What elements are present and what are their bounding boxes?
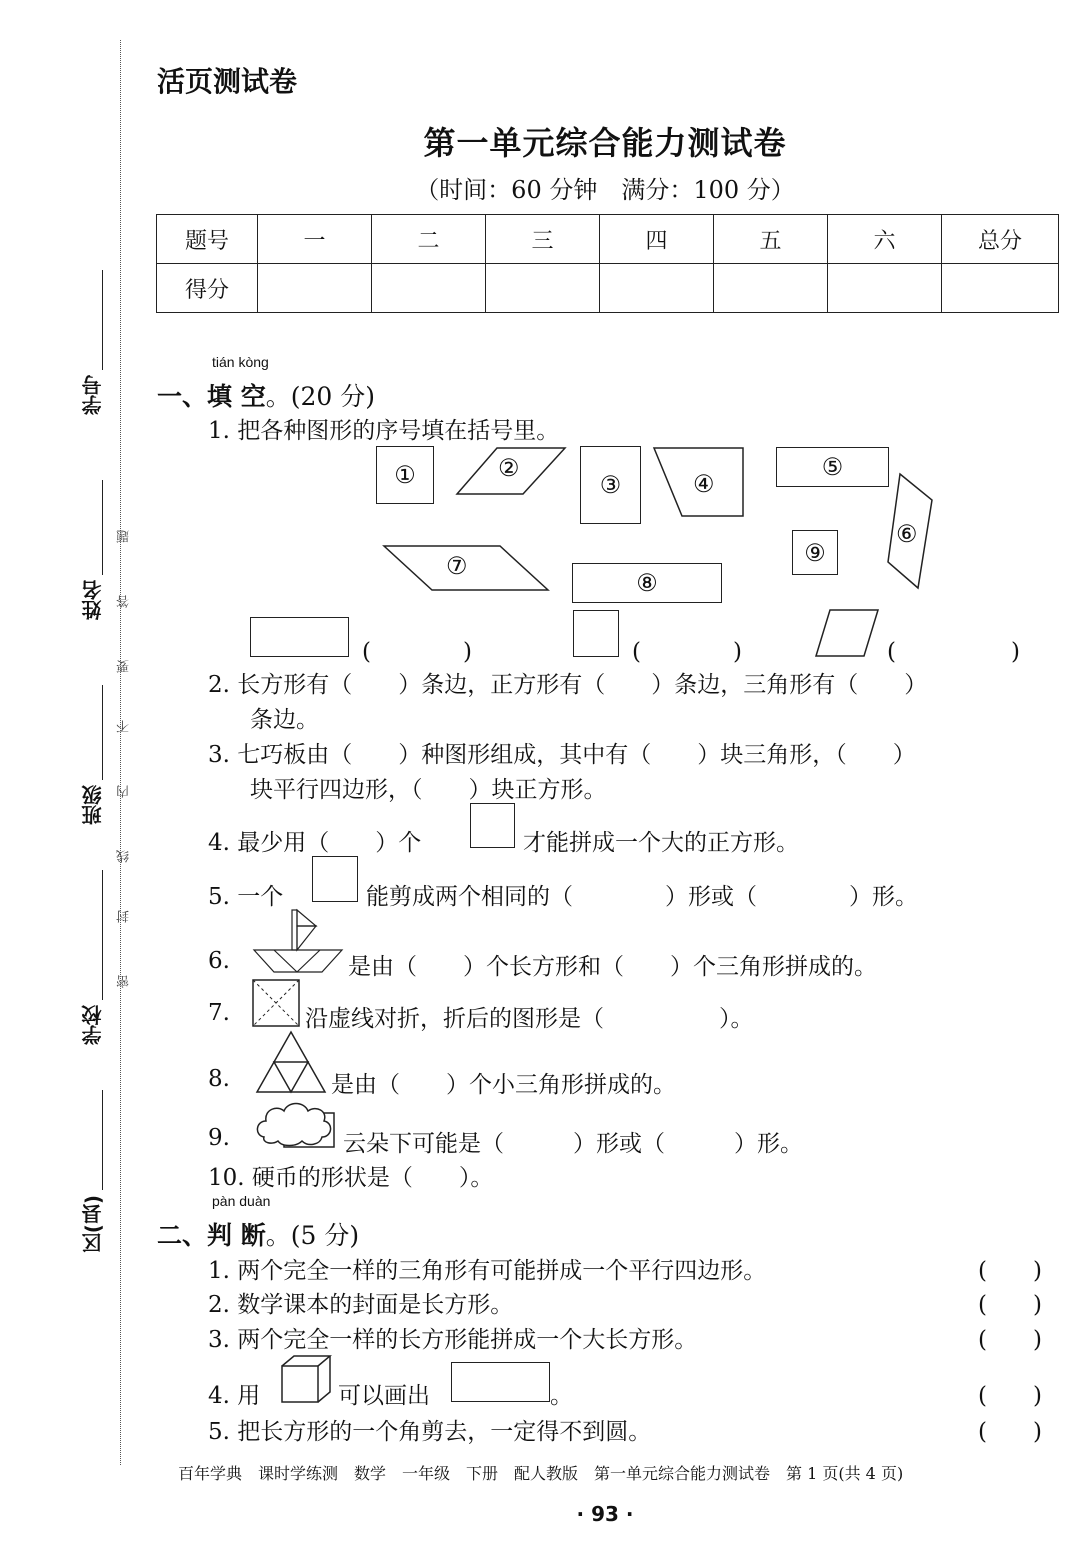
shape-8-rectangle: ⑧ <box>572 563 722 603</box>
table-row <box>157 264 1059 313</box>
table-cell: 五 <box>714 215 828 264</box>
shape-4-label: ④ <box>693 470 715 498</box>
shape-2-label: ② <box>498 454 520 482</box>
section1-heading <box>157 377 375 413</box>
seal-char: 要 <box>117 660 132 673</box>
q8-text: 是由（ ）个小三角形拼成的。 <box>331 1072 676 1098</box>
shape-5-rectangle: ⑤ <box>776 447 889 487</box>
section1-points: 。(20 分) <box>265 382 375 411</box>
judge-item-4a: 4. 用 <box>208 1383 261 1409</box>
q9-number: 9. <box>208 1125 230 1151</box>
q1-answer-paren[interactable]: ( ) <box>362 639 472 665</box>
q5-text-cont: 能剪成两个相同的（ ）形或（ ）形。 <box>366 884 918 910</box>
fold-square-figure <box>252 979 300 1027</box>
table-cell: 六 <box>828 215 942 264</box>
q4-small-square <box>470 803 515 848</box>
q4-text: 4. 最少用（ ）个 <box>208 830 422 856</box>
field-district: 区(县) <box>81 1195 105 1254</box>
score-cell[interactable] <box>714 264 828 313</box>
shape-3-rectangle: ③ <box>580 446 641 524</box>
q4-text-cont: 才能拼成一个大的正方形。 <box>523 830 799 856</box>
q8-number: 8. <box>208 1066 230 1092</box>
seal-char: 封 <box>117 910 132 923</box>
seal-char: 答 <box>117 595 132 608</box>
table-row <box>157 215 1059 264</box>
q1-answer-paren[interactable]: ( ) <box>632 639 742 665</box>
q7-text: 沿虚线对折，折后的图形是（ ）。 <box>305 1006 754 1032</box>
seal-char: 内 <box>117 785 132 798</box>
seal-char: 不 <box>117 720 132 733</box>
seal-char: 密 <box>117 975 132 988</box>
answer-shape-rectangle <box>250 617 349 657</box>
field-line <box>102 480 103 575</box>
page-tag: 活页测试卷 <box>157 65 298 98</box>
seal-char: 线 <box>117 850 132 863</box>
q10-text: 10. 硬币的形状是（ ）。 <box>208 1165 494 1191</box>
q2-text-cont: 条边。 <box>250 707 319 733</box>
score-cell[interactable] <box>486 264 600 313</box>
judge-paren[interactable]: ( ) <box>978 1419 1042 1445</box>
q1-text: 1. 把各种图形的序号填在括号里。 <box>208 418 560 444</box>
section2-points: 。(5 分) <box>265 1221 360 1250</box>
cube-figure <box>280 1354 332 1404</box>
score-cell[interactable] <box>258 264 372 313</box>
field-student-id: 学号 <box>81 375 105 415</box>
cloud-figure <box>254 1097 338 1151</box>
section1-pinyin: tián kòng <box>212 354 269 370</box>
q5-square <box>312 856 358 902</box>
field-line <box>102 685 103 780</box>
q1-answer-paren[interactable]: ( ) <box>887 639 1020 665</box>
boat-figure <box>252 908 344 974</box>
binding-line <box>120 40 121 1465</box>
table-cell: 一 <box>258 215 372 264</box>
section1-title: 一、填 空 <box>157 382 266 411</box>
q6-text: 是由（ ）个长方形和（ ）个三角形拼成的。 <box>348 954 877 980</box>
page-subtitle: （时间：60 分钟 满分：100 分） <box>415 176 795 204</box>
q9-text: 云朵下可能是（ ）形或（ ）形。 <box>343 1131 803 1157</box>
score-cell[interactable] <box>372 264 486 313</box>
judge-item-5: 5. 把长方形的一个角剪去，一定得不到圆。 <box>208 1419 652 1445</box>
score-cell[interactable] <box>600 264 714 313</box>
answer-shape-square <box>573 610 619 657</box>
judge-paren[interactable]: ( ) <box>978 1383 1042 1409</box>
table-cell: 得分 <box>157 264 258 313</box>
field-line <box>102 870 103 1000</box>
judge-item-2: 2. 数学课本的封面是长方形。 <box>208 1292 514 1318</box>
shape-7-label: ⑦ <box>446 552 468 580</box>
field-school: 学校 <box>81 1005 105 1045</box>
footer-text: 百年学典 课时学练测 数学 一年级 下册 配人教版 第一单元综合能力测试卷 第 1 页(共 4 页) <box>178 1464 904 1483</box>
judge-item-1: 1. 两个完全一样的三角形有可能拼成一个平行四边形。 <box>208 1258 767 1284</box>
q3-text-cont: 块平行四边形，（ ）块正方形。 <box>250 777 607 803</box>
section2-heading <box>157 1216 359 1252</box>
judge-item-4b: 可以画出 <box>338 1383 430 1409</box>
answer-shape-parallelogram <box>814 608 880 658</box>
q5-text: 5. 一个 <box>208 884 284 910</box>
judge-item-4c: 。 <box>550 1383 573 1409</box>
section2-pinyin: pàn duàn <box>212 1193 271 1209</box>
triangle-figure <box>255 1030 327 1094</box>
shape-1-square: ① <box>376 446 434 504</box>
shape-9-square: ⑨ <box>792 530 838 575</box>
q7-number: 7. <box>208 1000 230 1026</box>
page-title: 第一单元综合能力测试卷 <box>423 124 787 162</box>
table-cell: 二 <box>372 215 486 264</box>
judge-paren[interactable]: ( ) <box>978 1327 1042 1353</box>
q6-number: 6. <box>208 948 230 974</box>
seal-char: 题 <box>117 530 132 543</box>
table-cell: 总分 <box>942 215 1059 264</box>
score-cell[interactable] <box>828 264 942 313</box>
drawn-rectangle <box>451 1362 550 1402</box>
field-line <box>102 1090 103 1190</box>
q3-text: 3. 七巧板由（ ）种图形组成，其中有（ ）块三角形，（ ） <box>208 742 916 768</box>
section2-title: 二、判 断 <box>157 1221 266 1250</box>
table-cell: 题号 <box>157 215 258 264</box>
table-cell: 三 <box>486 215 600 264</box>
field-line <box>102 270 103 370</box>
judge-paren[interactable]: ( ) <box>978 1258 1042 1284</box>
shape-6-label: ⑥ <box>896 520 918 548</box>
score-cell[interactable] <box>942 264 1059 313</box>
q2-text: 2. 长方形有（ ）条边，正方形有（ ）条边，三角形有（ ） <box>208 672 928 698</box>
judge-item-3: 3. 两个完全一样的长方形能拼成一个大长方形。 <box>208 1327 698 1353</box>
field-class: 班级 <box>81 785 105 825</box>
score-table <box>156 214 1059 313</box>
field-name: 姓名 <box>81 580 105 620</box>
judge-paren[interactable]: ( ) <box>978 1292 1042 1318</box>
table-cell: 四 <box>600 215 714 264</box>
page-number: · 93 · <box>576 1502 634 1526</box>
